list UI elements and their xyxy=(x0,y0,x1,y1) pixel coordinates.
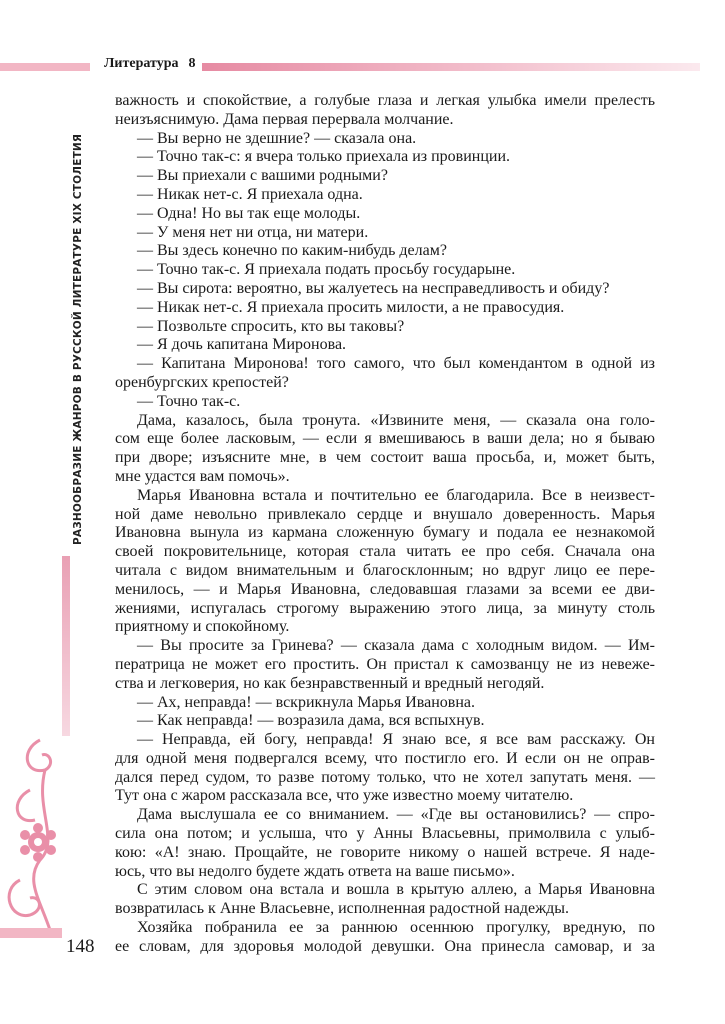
text-line: — Как неправда! — возразила дама, вся вспыхнув. xyxy=(137,712,485,730)
text-line: — Я дочь капитана Миронова. xyxy=(137,336,347,354)
text-line: Тут она с жаром рассказала все, что уже известно моему читателю. xyxy=(115,787,574,805)
text-line: Дама, казалось, была тронута. «Извините меня, — сказала она голо- xyxy=(137,411,655,429)
text-line: оренбургских крепостей? xyxy=(115,373,289,391)
section-side-title: РАЗНООБРАЗИЕ ЖАНРОВ В РУССКОЙ ЛИТЕРАТУРЕ XIX СТОЛЕТИЯ xyxy=(72,133,84,545)
text-line: читала с видом внимательным и благосклонным; но вдруг лицо ее пере- xyxy=(115,561,655,579)
text-line: — Точно так-с. xyxy=(137,392,241,410)
text-line: приятному и спокойному. xyxy=(115,618,290,636)
bottom-accent-band xyxy=(0,928,62,938)
page-number: 148 xyxy=(66,936,95,957)
text-line: кою: «А! знаю. Прощайте, не говорите никому о нашей встрече. Я наде- xyxy=(115,843,655,861)
text-line: — Неправда, ей богу, неправда! Я знаю все, я все вам расскажу. Он xyxy=(137,731,655,749)
body-text xyxy=(115,92,655,957)
text-line: сом еще более ласковым, — если я вмешиваюсь в ваши дела; но я бываю xyxy=(115,430,655,448)
text-line: ства и легковерия, но как безнравственный и вредный негодяй. xyxy=(115,674,545,692)
text-line: — Позвольте спросить, кто вы таковы? xyxy=(137,317,405,335)
header-subject: Литература xyxy=(104,56,179,71)
text-line: менилось, — и Марья Ивановна, следовавшая глазами за всеми ее дви- xyxy=(115,580,655,598)
text-line: Ивановна вынула из кармана сложенную бумагу и подала ее незнакомой xyxy=(115,524,655,542)
text-line: мне удастся вам помочь». xyxy=(115,467,290,485)
text-line: важность и спокойствие, а голубые глаза и легкая улыбка имели прелесть xyxy=(115,92,655,109)
text-line: ператрица не может его простить. Он пристал к самозванцу не из невеже- xyxy=(115,655,655,673)
text-line: — Вы просите за Гринева? — сказала дама с холодным видом. — Им- xyxy=(137,637,655,655)
text-line: — Точно так-с. Я приехала подать просьбу государыне. xyxy=(137,261,516,279)
text-line: при дворе; изъясните мне, в чем состоит ваша просьба, и, может быть, xyxy=(115,449,655,467)
text-line: ее словам, для здоровья молодой девушки. Она принесла самовар, и за xyxy=(115,937,655,955)
text-line: — Капитана Миронова! того самого, что был комендантом в одной из xyxy=(137,355,655,373)
text-line: — Ах, неправда! — вскрикнула Марья Ивановна. xyxy=(137,693,475,711)
running-header xyxy=(104,56,202,72)
text-line: жениями, испугалась строгому выражению этого лица, за минуту столь xyxy=(115,599,655,617)
text-line: — Никак нет-с. Я приехала просить милости, а не правосудия. xyxy=(137,298,565,316)
text-line: юсь, что вы недолго будете ждать ответа на ваше письмо». xyxy=(115,862,515,880)
side-accent-strip xyxy=(62,556,70,736)
text-line: — Вы сирота: вероятно, вы жалуетесь на несправедливость и обиду? xyxy=(137,279,610,297)
text-line: сила она потом; и услыша, что у Анны Власьевны, примолвила с улыб- xyxy=(115,825,655,843)
header-grade: 8 xyxy=(188,56,196,71)
text-line: Хозяйка побранила ее за раннюю осеннюю прогулку, вредную, по xyxy=(137,919,655,937)
text-line: неизъяснимую. Дама первая перервала молчание. xyxy=(115,110,454,128)
text-line: — Вы здесь конечно по каким-нибудь делам? xyxy=(137,242,447,260)
text-line: — Точно так-с: я вчера только приехала из провинции. xyxy=(137,148,511,166)
floral-ornament-icon xyxy=(0,730,100,950)
text-line: — Никак нет-с. Я приехала одна. xyxy=(137,185,363,203)
text-line: возвратилась к Анне Власьевне, исполненная радостной надежды. xyxy=(115,900,570,918)
text-line: Марья Ивановна встала и почтительно ее благодарила. Все в неизвест- xyxy=(137,486,655,504)
text-line: ной даме невольно привлекало сердце и внушало доверенность. Марья xyxy=(115,505,655,523)
text-line: Дама выслушала ее со вниманием. — «Где вы остановились? — спро- xyxy=(137,806,655,824)
text-line: — У меня нет ни отца, ни матери. xyxy=(137,223,369,241)
text-line: дался перед судом, то разве потому только, что не хотел запутать меня. — xyxy=(115,768,655,786)
text-line: своей покровительнице, которая стала читать ее про себя. Сначала она xyxy=(115,543,655,561)
text-line: для одной меня подвергался всему, что постигло его. И если он не оправ- xyxy=(115,749,655,767)
text-line: С этим словом она встала и вошла в крытую аллею, а Марья Ивановна xyxy=(137,881,655,899)
text-line: — Одна! Но вы так еще молоды. xyxy=(137,204,361,222)
text-line: — Вы приехали с вашими родными? xyxy=(137,167,388,185)
text-line: — Вы верно не здешние? — сказала она. xyxy=(137,129,417,147)
